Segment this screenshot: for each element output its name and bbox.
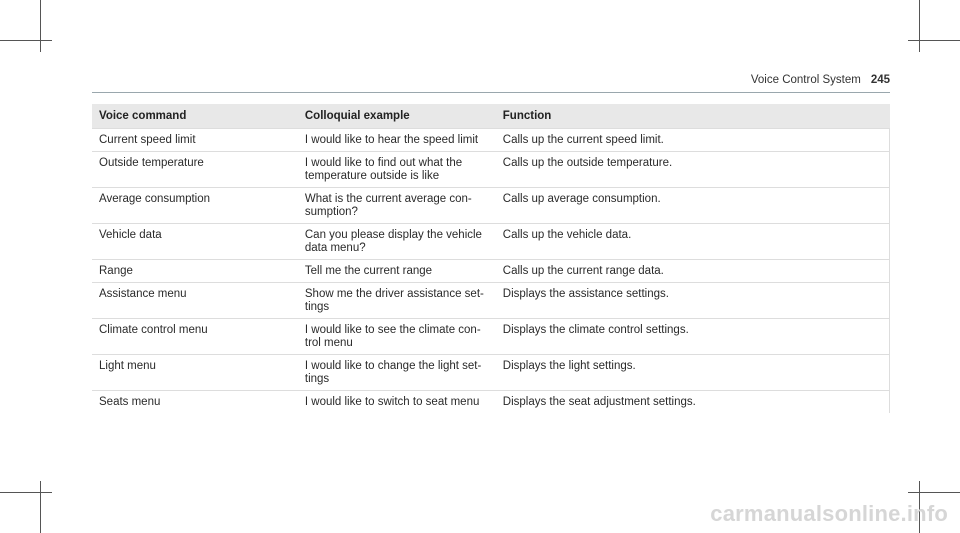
table-body [92, 129, 890, 414]
cell-colloquial-example [298, 260, 496, 283]
page-header [751, 74, 890, 86]
crop-mark-top-left-h [0, 40, 52, 41]
table-row [92, 129, 890, 152]
crop-mark-top-right-v [919, 0, 920, 52]
cell-function: Displays the seat adjustment settings. [496, 391, 890, 414]
example-line: data menu? [304, 242, 366, 254]
crop-mark-bottom-left-v [40, 481, 41, 533]
example-line: temperature outside is like [304, 170, 440, 182]
cell-colloquial-example [298, 283, 496, 319]
cell-colloquial-example [298, 319, 496, 355]
example-line: Tell me the current range [304, 265, 433, 277]
cell-function: Calls up average consumption. [496, 188, 890, 224]
cell-colloquial-example [298, 152, 496, 188]
watermark: carmanualsonline.info [710, 501, 948, 526]
example-line: What is the current average con- [304, 193, 472, 205]
cell-voice-command: Vehicle data [92, 224, 298, 260]
cell-voice-command: Seats menu [92, 391, 298, 414]
table-row [92, 260, 890, 283]
cell-function: Displays the assistance settings. [496, 283, 890, 319]
crop-mark-bottom-left-h [0, 492, 52, 493]
crop-mark-top-left-v [40, 0, 41, 52]
table-row [92, 355, 890, 391]
header-rule [92, 92, 890, 93]
cell-voice-command: Light menu [92, 355, 298, 391]
example-line: Can you please display the vehicle [304, 229, 482, 241]
table-row [92, 188, 890, 224]
cell-colloquial-example [298, 391, 496, 414]
example-line: tings [304, 373, 330, 385]
column-header-colloquial-example: Colloquial example [298, 104, 496, 129]
column-header-function: Function [496, 104, 890, 129]
example-line: I would like to hear the speed limit [304, 134, 479, 146]
cell-voice-command: Current speed limit [92, 129, 298, 152]
table-row [92, 152, 890, 188]
cell-function: Calls up the outside temperature. [496, 152, 890, 188]
example-line: trol menu [304, 337, 353, 349]
table-row [92, 391, 890, 414]
example-line: sumption? [304, 206, 358, 218]
table-row [92, 283, 890, 319]
cell-voice-command: Outside temperature [92, 152, 298, 188]
cell-function: Calls up the vehicle data. [496, 224, 890, 260]
voice-command-table [92, 104, 890, 413]
cell-voice-command: Average consumption [92, 188, 298, 224]
example-line: I would like to find out what the [304, 157, 463, 169]
cell-voice-command: Assistance menu [92, 283, 298, 319]
example-line: Show me the driver assistance set- [304, 288, 484, 300]
page-number: 245 [870, 74, 890, 86]
crop-mark-bottom-right-h [908, 492, 960, 493]
cell-colloquial-example [298, 129, 496, 152]
cell-function: Displays the light settings. [496, 355, 890, 391]
column-header-voice-command: Voice command [92, 104, 298, 129]
table-header-row [92, 104, 890, 129]
table-row [92, 319, 890, 355]
crop-mark-top-right-h [908, 40, 960, 41]
example-line: I would like to change the light set- [304, 360, 482, 372]
cell-voice-command: Range [92, 260, 298, 283]
example-line: I would like to see the climate con- [304, 324, 481, 336]
cell-function: Calls up the current speed limit. [496, 129, 890, 152]
table-row [92, 224, 890, 260]
section-title: Voice Control System [750, 74, 861, 86]
cell-function: Calls up the current range data. [496, 260, 890, 283]
example-line: tings [304, 301, 330, 313]
cell-colloquial-example [298, 224, 496, 260]
example-line: I would like to switch to seat menu [304, 396, 480, 408]
cell-colloquial-example [298, 355, 496, 391]
cell-function: Displays the climate control settings. [496, 319, 890, 355]
cell-voice-command: Climate control menu [92, 319, 298, 355]
cell-colloquial-example [298, 188, 496, 224]
